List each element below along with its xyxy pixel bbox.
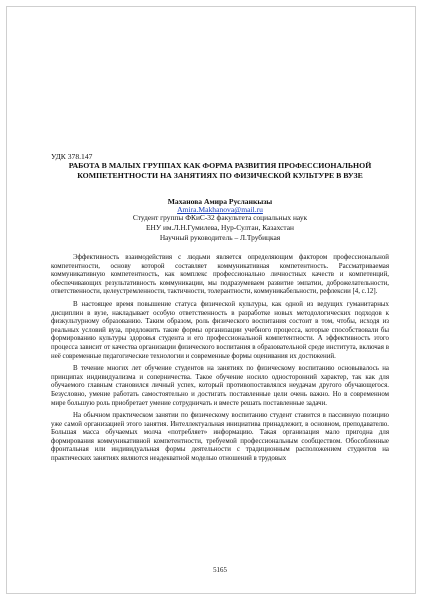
title-line-1: РАБОТА В МАЛЫХ ГРУППАХ КАК ФОРМА РАЗВИТИЯ ПРОФЕССИОНАЛЬНОЙ: [68, 161, 372, 170]
affiliation-line-2: ЕНУ им.Л.Н.Гумилева, Нур-Султан, Казахстан: [146, 223, 294, 232]
page-number: 5165: [213, 567, 227, 574]
affiliation-line-1: Студент группы ФКиС-32 факультета социальных наук: [132, 213, 308, 222]
article-body: [51, 254, 389, 468]
paragraph-2: В настоящее время повышение статуса физической культуры, как одной из ведущих гуманитарных дисциплин в вузе, накладывает особую ответственность в разработке новых методологических подходов к физкультурному образованию. Таким образом, роль физического воспитания состоит в том, чтобы, исходя из реальных условий вуза, предложить такие формы организации учебного процесса, которые способствовали бы формированию культуры здоровья студента и его профессиональной компетентности. А эффективность этого процесса зависит от качества организации физического воспитания в образовательной среде института, включая в неё современные педагогические технологии и современные формы оценивания их достижений.: [51, 300, 389, 360]
author-name: Маханова Амира Русланкызы: [167, 197, 273, 206]
page-frame: [6, 6, 416, 594]
paragraph-1: Эффективность взаимодействия с людьми является определяющим фактором профессиональной компетентности, основу которой составляет коммуникативная компетентность. Рассматриваемая коммуникативную компетентность, как комплекс профессионально личностных качеств и компетенций, обеспечивающих результативность коммуникации, мы подразумеваем развитие эмпатии, доброжелательности, ответственности, целеустремленности, тактичности, толерантности, коммуникабельности, рефлексии [4, с.12].: [51, 254, 389, 296]
paragraph-4: На обычном практическом занятии по физическому воспитанию студент ставится в пассивную позицию уже самой организацией этого занятия. Интеллектуальная инициатива принадлежит, в основном, преподавателю. Большая масса обучаемых молча «потребляет» информацию. Такая организация мало пригодна для формирования коммуникативной компетентности, требуемой профессиональным сообществом. Обособленные фронтальная или индивидуальная формы деятельности с традиционным расположением студентов на практических занятиях являются неадекватной моделью отношений в трудовых: [51, 412, 389, 463]
affiliation-line-3: Научный руководитель – Л.Трубицкая: [159, 233, 281, 242]
udk-code: УДК 378.147: [51, 152, 93, 161]
paragraph-3: В течение многих лет обучение студентов на занятиях по физическому воспитанию основывалось на принципах индивидуализма и соперничества. Такое обучение носило односторонний характер, так как для обучаемого главным становился личный успех, который противопоставлялся неудачам другого обучающегося. Безусловно, умение работать самостоятельно и достигать поставленные цели очень важно. Но в современном мире большую роль приобретает умение сотрудничать и вместе решать поставленные задачи.: [51, 365, 389, 407]
author-email-link[interactable]: Amira.Makhanova@mail.ru: [177, 205, 263, 214]
title-line-2: КОМПЕТЕНТНОСТИ НА ЗАНЯТИЯХ ПО ФИЗИЧЕСКОЙ КУЛЬТУРЕ В ВУЗЕ: [77, 171, 363, 180]
article-title: [51, 161, 389, 181]
